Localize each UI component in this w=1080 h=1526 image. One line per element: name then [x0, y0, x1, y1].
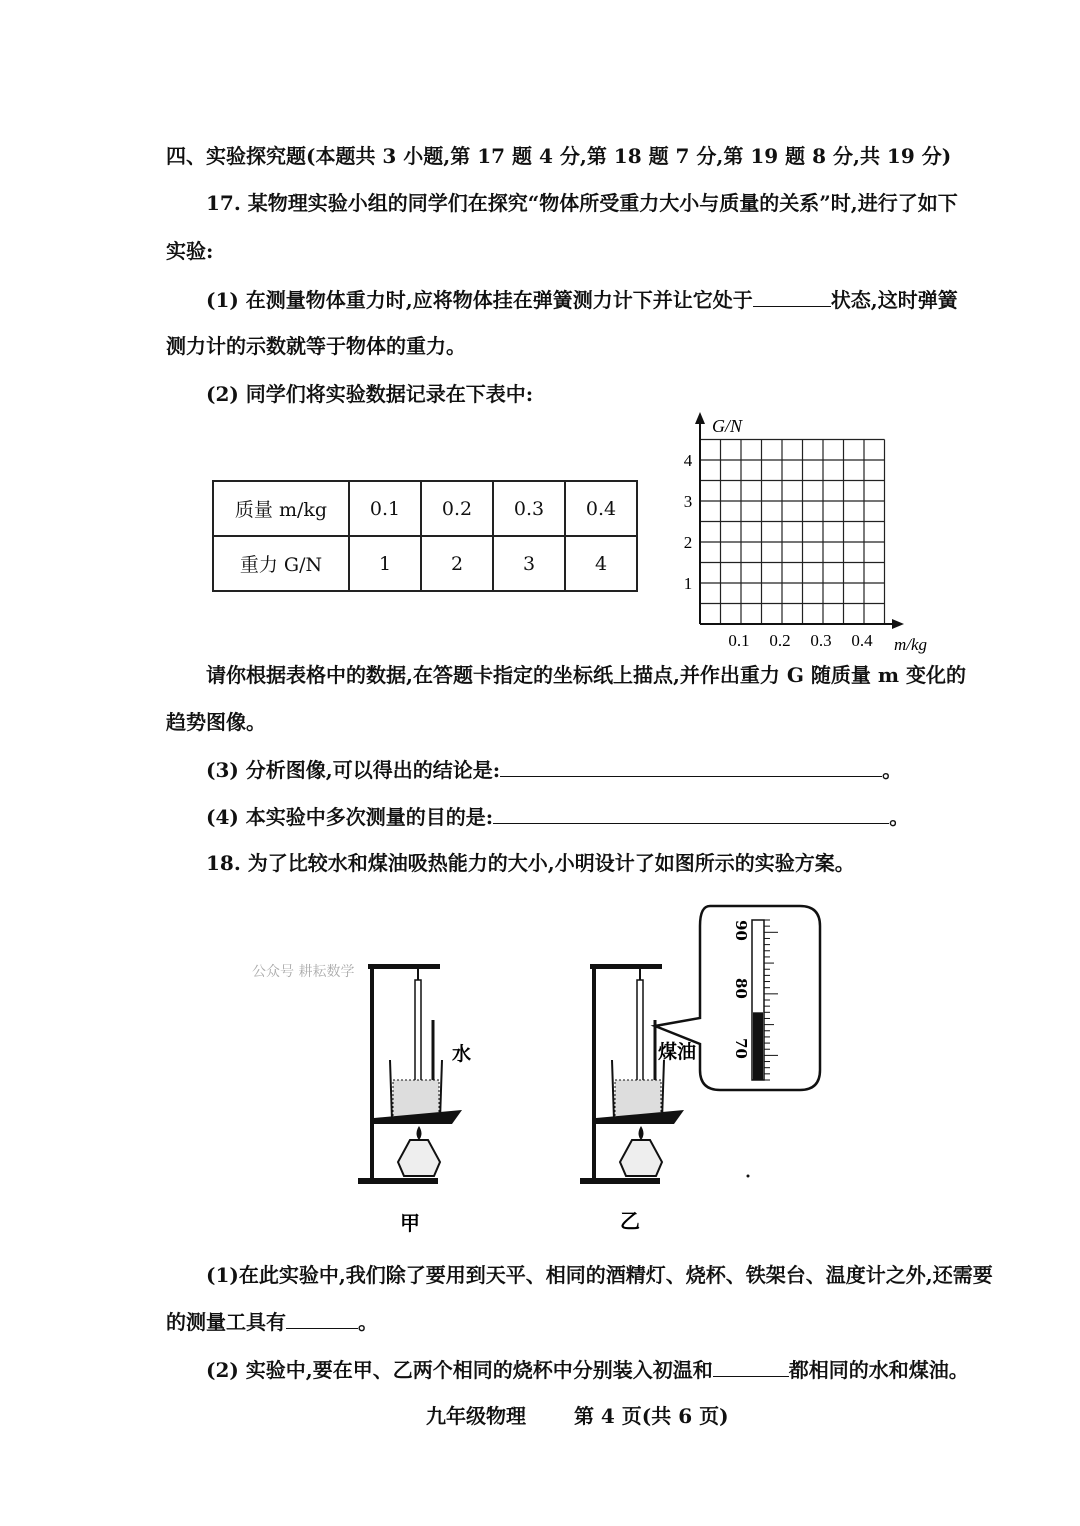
flame-icon [417, 1126, 422, 1140]
q18-part2 [206, 1356, 969, 1383]
y-axis-arrow-icon [695, 412, 705, 424]
mercury-column [753, 1012, 763, 1080]
q18-part2-blank[interactable] [713, 1356, 789, 1377]
x-tick-label: 0.1 [728, 631, 750, 650]
apparatus-figure [240, 900, 840, 1240]
q17-intro-line1: 17. 某物理实验小组的同学们在探究“物体所受重力大小与质量的关系”时,进行了如下 [206, 191, 958, 215]
q17-instruction-line1: 请你根据表格中的数据,在答题卡指定的坐标纸上描点,并作出重力 G 随质量 m 变化的 [206, 663, 967, 687]
y-tick-label: 1 [683, 574, 693, 593]
y-tick-label: 3 [683, 492, 693, 511]
watermark: 公众号 耕耘数学 [252, 964, 355, 980]
stand-rod [592, 966, 596, 1180]
q18-part2-text-b: 都相同的水和煤油。 [788, 1358, 969, 1382]
q17-part4-blank[interactable] [493, 803, 889, 824]
x-axis-label: m/kg [894, 635, 928, 654]
q17-part4-text: (4) 本实验中多次测量的目的是: [206, 805, 494, 829]
q17-part3-text: (3) 分析图像,可以得出的结论是: [206, 758, 501, 782]
table-cell: 0.4 [565, 481, 637, 536]
table-cell: 3 [493, 536, 565, 591]
table-row [213, 536, 637, 591]
q17-part1-text-b: 状态,这时弹簧 [830, 288, 958, 312]
table-cell: 2 [421, 536, 493, 591]
x-axis-arrow-icon [892, 619, 904, 629]
stand-arm [590, 964, 662, 969]
q17-part1-line1 [206, 286, 958, 313]
table-cell: 0.1 [349, 481, 421, 536]
stand-rod [370, 966, 374, 1180]
table-cell: 0.2 [421, 481, 493, 536]
x-tick-label: 0.3 [810, 631, 832, 650]
q18-part1-line1: (1)在此实验中,我们除了要用到天平、相同的酒精灯、烧杯、铁架台、温度计之外,还需要 [206, 1263, 993, 1287]
table-cell: 0.3 [493, 481, 565, 536]
alcohol-lamp [620, 1140, 662, 1176]
q17-part4 [206, 803, 909, 830]
y-tick-label: 4 [683, 451, 693, 470]
q17-intro-line2: 实验: [166, 239, 214, 263]
beaker-liquid [615, 1080, 661, 1118]
q18-part1-text: 的测量工具有 [166, 1310, 286, 1334]
x-tick-label: 0.2 [769, 631, 791, 650]
x-tick-labels [728, 631, 873, 650]
q17-part3-blank[interactable] [500, 756, 882, 777]
table-header-gravity: 重力 G/N [213, 536, 349, 591]
q17-part3 [206, 756, 902, 783]
apparatus-left [358, 964, 471, 1235]
stand-base [580, 1178, 660, 1184]
q17-part1-blank[interactable] [753, 286, 831, 307]
thermo-label-80: 80 [732, 978, 750, 999]
thermo-label-70: 70 [732, 1038, 750, 1059]
table-row [213, 481, 637, 536]
table-cell: 1 [349, 536, 421, 591]
footer-subject: 九年级物理 [426, 1404, 526, 1428]
q17-part4-end: 。 [889, 805, 910, 829]
y-axis-label: G/N [712, 416, 743, 436]
y-tick-labels [684, 451, 693, 593]
footer [426, 1400, 729, 1429]
alcohol-lamp [398, 1140, 440, 1176]
q17-part3-end: 。 [882, 758, 903, 782]
data-table [212, 480, 638, 592]
q17-part2: (2) 同学们将实验数据记录在下表中: [206, 382, 534, 406]
flame-icon [639, 1126, 644, 1140]
q18-part1-line2 [166, 1308, 378, 1335]
x-tick-label: 0.4 [851, 631, 873, 650]
stand-base [358, 1178, 438, 1184]
beaker-liquid [393, 1080, 439, 1118]
q17-part1-text-a: (1) 在测量物体重力时,应将物体挂在弹簧测力计下并让它处于 [206, 288, 753, 312]
grid-lines [700, 440, 885, 625]
section-heading: 四、实验探究题(本题共 3 小题,第 17 题 4 分,第 18 题 7 分,第 19 题 8 分,共 19 分) [166, 144, 952, 168]
q17-part1-line2: 测力计的示数就等于物体的重力。 [166, 334, 466, 358]
q17-instruction-line2: 趋势图像。 [166, 710, 266, 734]
thermo-label-90: 90 [732, 920, 750, 941]
graph-grid [670, 408, 950, 658]
table-cell: 4 [565, 536, 637, 591]
table-header-mass: 质量 m/kg [213, 481, 349, 536]
q18-intro: 18. 为了比较水和煤油吸热能力的大小,小明设计了如图所示的实验方案。 [206, 851, 855, 875]
stand-arm [368, 964, 440, 969]
q18-part1-end: 。 [358, 1310, 378, 1334]
q18-part2-text-a: (2) 实验中,要在甲、乙两个相同的烧杯中分别装入初温和 [206, 1358, 713, 1382]
label-water: 水 [452, 1043, 472, 1065]
caption-right: 乙 [620, 1209, 640, 1233]
footer-page: 第 4 页(共 6 页) [573, 1404, 729, 1428]
label-kerosene: 煤油 [658, 1041, 697, 1063]
y-tick-label: 2 [683, 533, 693, 552]
apparatus-right [580, 964, 696, 1233]
caption-left: 甲 [400, 1211, 420, 1235]
q18-part1-blank[interactable] [286, 1308, 358, 1329]
